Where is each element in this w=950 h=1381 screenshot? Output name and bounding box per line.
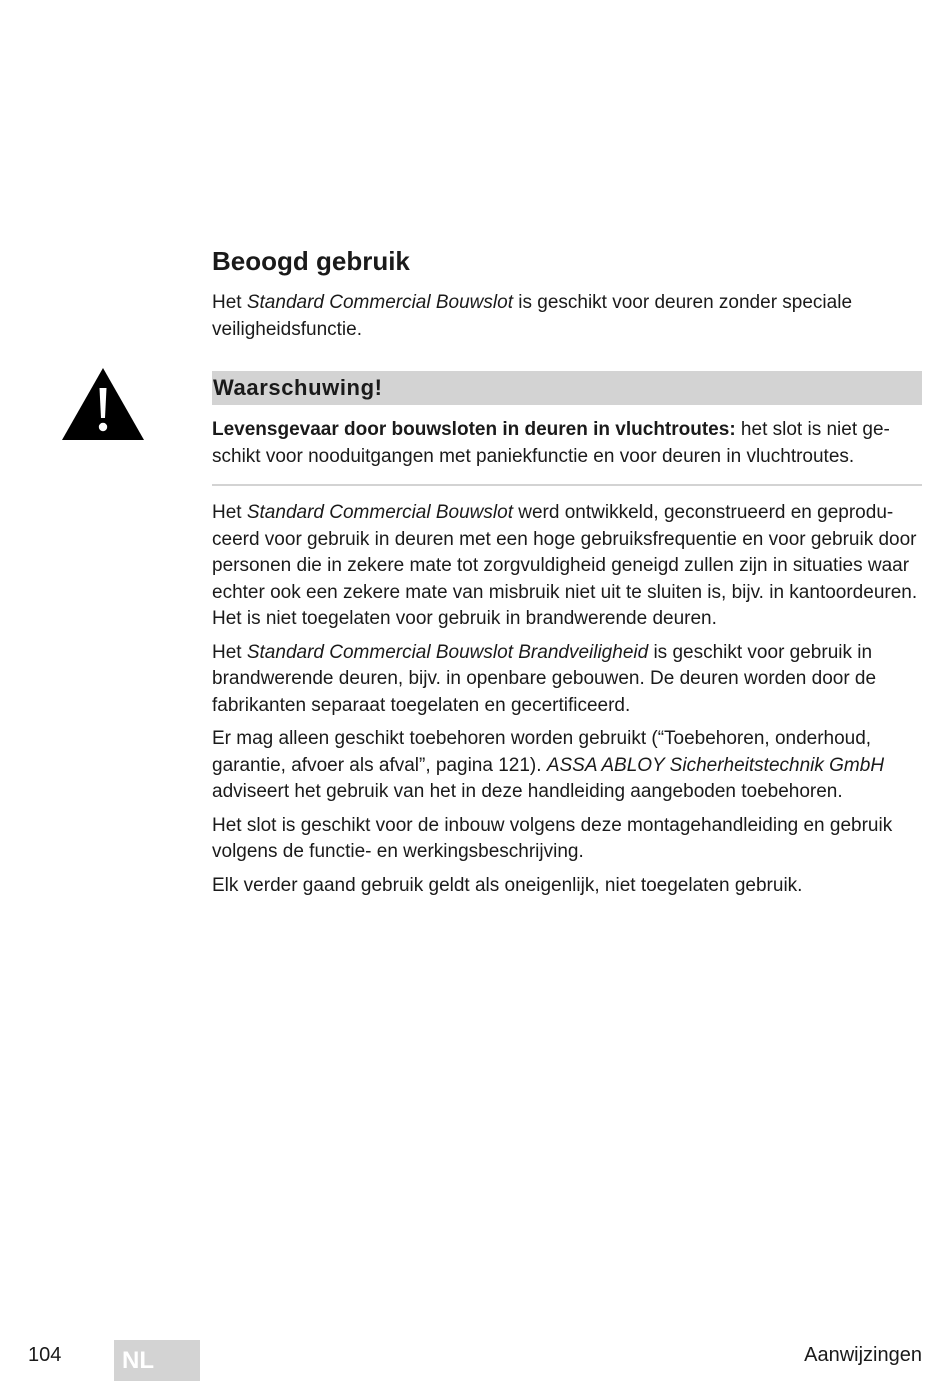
p2-product: Standard Commercial Bouwslot Brandveiligheid	[246, 641, 649, 663]
warning-heading: Waarschuwing!	[213, 375, 383, 400]
p3-text-a: Er mag alleen geschikt toebehoren worden gebruikt (“Toebehoren, onderhoud, garantie, afvoer als afval”, pagina 121).	[212, 728, 872, 776]
paragraph-4: Het slot is geschikt voor de inbouw volgens deze montagehandleiding en gebruik volgens de functie- en werkingsbeschrijving.	[212, 814, 893, 862]
section-title: Beoogd gebruik	[212, 246, 410, 276]
p3-text-b: adviseert het gebruik van het in deze handleiding aangeboden toebehoren.	[212, 781, 843, 802]
footer-section-title: Aanwijzingen	[804, 1344, 922, 1366]
paragraph-3	[212, 726, 922, 806]
intro-paragraph	[212, 290, 922, 343]
warning-text	[212, 417, 922, 470]
warning-bold-text: Levensgevaar door bouwsloten in deuren in vluchtroutes:	[212, 419, 736, 440]
language-badge: NL	[114, 1340, 200, 1381]
main-content	[212, 244, 922, 906]
intro-text-1: Het	[212, 292, 247, 313]
page-number: 104	[28, 1344, 62, 1366]
warning-body	[212, 417, 922, 486]
p1-product: Standard Commercial Bouwslot	[246, 502, 513, 523]
p1-text-b: werd ontwikkeld, geconstrueerd en geproduceerd voor gebruik in deuren met een hoge gebruiksfrequentie en voor gebruik door personen die in zekere mate tot zorgvuldigheid geneigd zullen zijn in situaties waar echter ook een zekere mate van misbruik niet uit te sluiten is, bijv. in kantoordeuren. Het is niet toegelaten voor gebruik in brandwerende deuren.	[212, 502, 918, 629]
warning-triangle-icon	[60, 366, 146, 442]
body-text	[212, 500, 922, 899]
p3-company: ASSA ABLOY Sicherheitstechnik GmbH	[546, 754, 885, 776]
paragraph-2	[212, 640, 922, 720]
warning-heading-bar	[212, 371, 922, 405]
p2-text-a: Het	[212, 641, 247, 663]
paragraph-5: Elk verder gaand gebruik geldt als oneigenlijk, niet toegelaten gebruik.	[212, 874, 803, 896]
paragraph-1	[212, 500, 922, 633]
p1-text-a: Het	[212, 502, 247, 523]
product-name: Standard Commercial Bouwslot	[246, 292, 513, 313]
p2-text-b: is geschikt voor gebruik in brandwerende deuren, bijv. in openbare gebouwen. De deuren worden door de fabrikanten separaat toegelaten en gecertificeerd.	[212, 641, 877, 716]
warning-plain-text: het slot is niet geschikt voor nooduitgangen met paniekfunctie en voor deuren in vluchtroutes.	[212, 419, 890, 467]
intro-text-2: is geschikt voor deuren zonder speciale veiligheidsfunctie.	[212, 292, 853, 340]
